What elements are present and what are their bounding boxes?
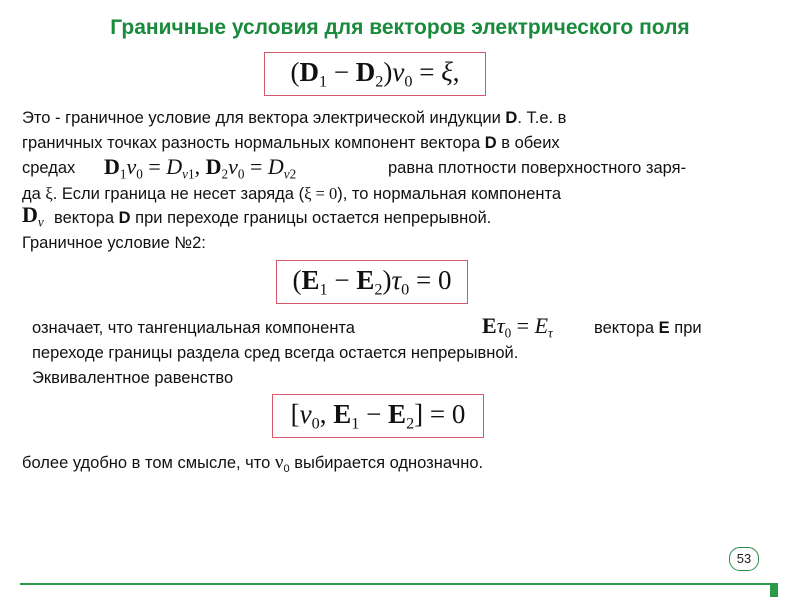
d-nu-symbol: $D_\nu$ bbox=[22, 202, 44, 230]
equation-box-2 bbox=[276, 260, 468, 304]
paragraph-2-line-1 bbox=[32, 316, 355, 341]
paragraph-1-line-1 bbox=[22, 106, 566, 131]
text-span: означает, что тангенциальная компонента bbox=[32, 319, 355, 337]
text-span: Это - граничное условие для вектора электрической индукции bbox=[22, 109, 506, 127]
text-span: более удобно в том смысле, что bbox=[22, 454, 275, 472]
vector-d-label: D bbox=[484, 134, 497, 152]
paragraph-1-line-3-right bbox=[388, 156, 686, 181]
text-span: да bbox=[22, 185, 46, 203]
text-span: равна плотности поверхностного заря- bbox=[388, 159, 687, 177]
page-number: 53 bbox=[729, 547, 759, 571]
text-span: при bbox=[669, 319, 702, 337]
paragraph-2-line-3: Эквивалентное равенство bbox=[32, 369, 234, 387]
text-span: граничных точках разность нормальных компонент вектора bbox=[22, 134, 485, 152]
paragraph-1-line-2 bbox=[22, 131, 560, 156]
nu-symbol: ν bbox=[274, 452, 284, 473]
equation-box-3 bbox=[272, 394, 484, 438]
text-span: средах bbox=[22, 159, 76, 177]
text-span: выбирается однозначно. bbox=[289, 454, 484, 472]
paragraph-1-line-4 bbox=[22, 181, 561, 207]
paragraph-1-line-5 bbox=[54, 206, 491, 231]
text-span: ), то нормальная компонента bbox=[337, 185, 562, 203]
equation-1: $(D_1 - D_2)\nu_0 = \xi$, bbox=[290, 56, 460, 91]
footer-corner bbox=[770, 583, 778, 597]
text-span: . Т.е. в bbox=[517, 109, 567, 127]
paragraph-2-line-2: переходе границы раздела сред всегда остается непрерывной. bbox=[32, 344, 519, 362]
footer-line bbox=[20, 583, 775, 585]
equation-box-1 bbox=[264, 52, 486, 96]
vector-d-label: D bbox=[118, 209, 131, 227]
vector-e-label: E bbox=[658, 319, 670, 337]
paragraph-1-line-3 bbox=[22, 156, 75, 181]
equation-3: [$\nu_0$, $E_1 - E_2] = 0$ bbox=[290, 398, 466, 433]
vector-d-label: D bbox=[505, 109, 518, 127]
inline-equation-normal-components: $D_1\nu_0 = D_{\nu 1}$, $D_2\nu_0 = D_{\nu 2}$ bbox=[104, 154, 297, 182]
xi-symbol: ξ bbox=[45, 184, 53, 203]
text-span: вектора bbox=[594, 319, 659, 337]
condition-2-label: Граничное условие №2: bbox=[22, 234, 206, 252]
nu-subscript: 0 bbox=[283, 462, 290, 475]
text-span: при переходе границы остается непрерывной. bbox=[130, 209, 492, 227]
text-span: в обеих bbox=[496, 134, 560, 152]
slide-title: Граничные условия для векторов электрического поля bbox=[110, 16, 690, 39]
text-span: вектора bbox=[54, 209, 119, 227]
inline-equation-tangential: $E\tau_0 = E_\tau$ bbox=[482, 313, 553, 341]
xi-zero-equation: ξ = 0 bbox=[304, 184, 338, 203]
final-line bbox=[22, 450, 483, 482]
text-span: . Если граница не несет заряда ( bbox=[52, 185, 305, 203]
paragraph-2-line-1-right bbox=[594, 316, 702, 341]
equation-2: $(E_1 - E_2)\tau_0 = 0$ bbox=[292, 264, 452, 299]
